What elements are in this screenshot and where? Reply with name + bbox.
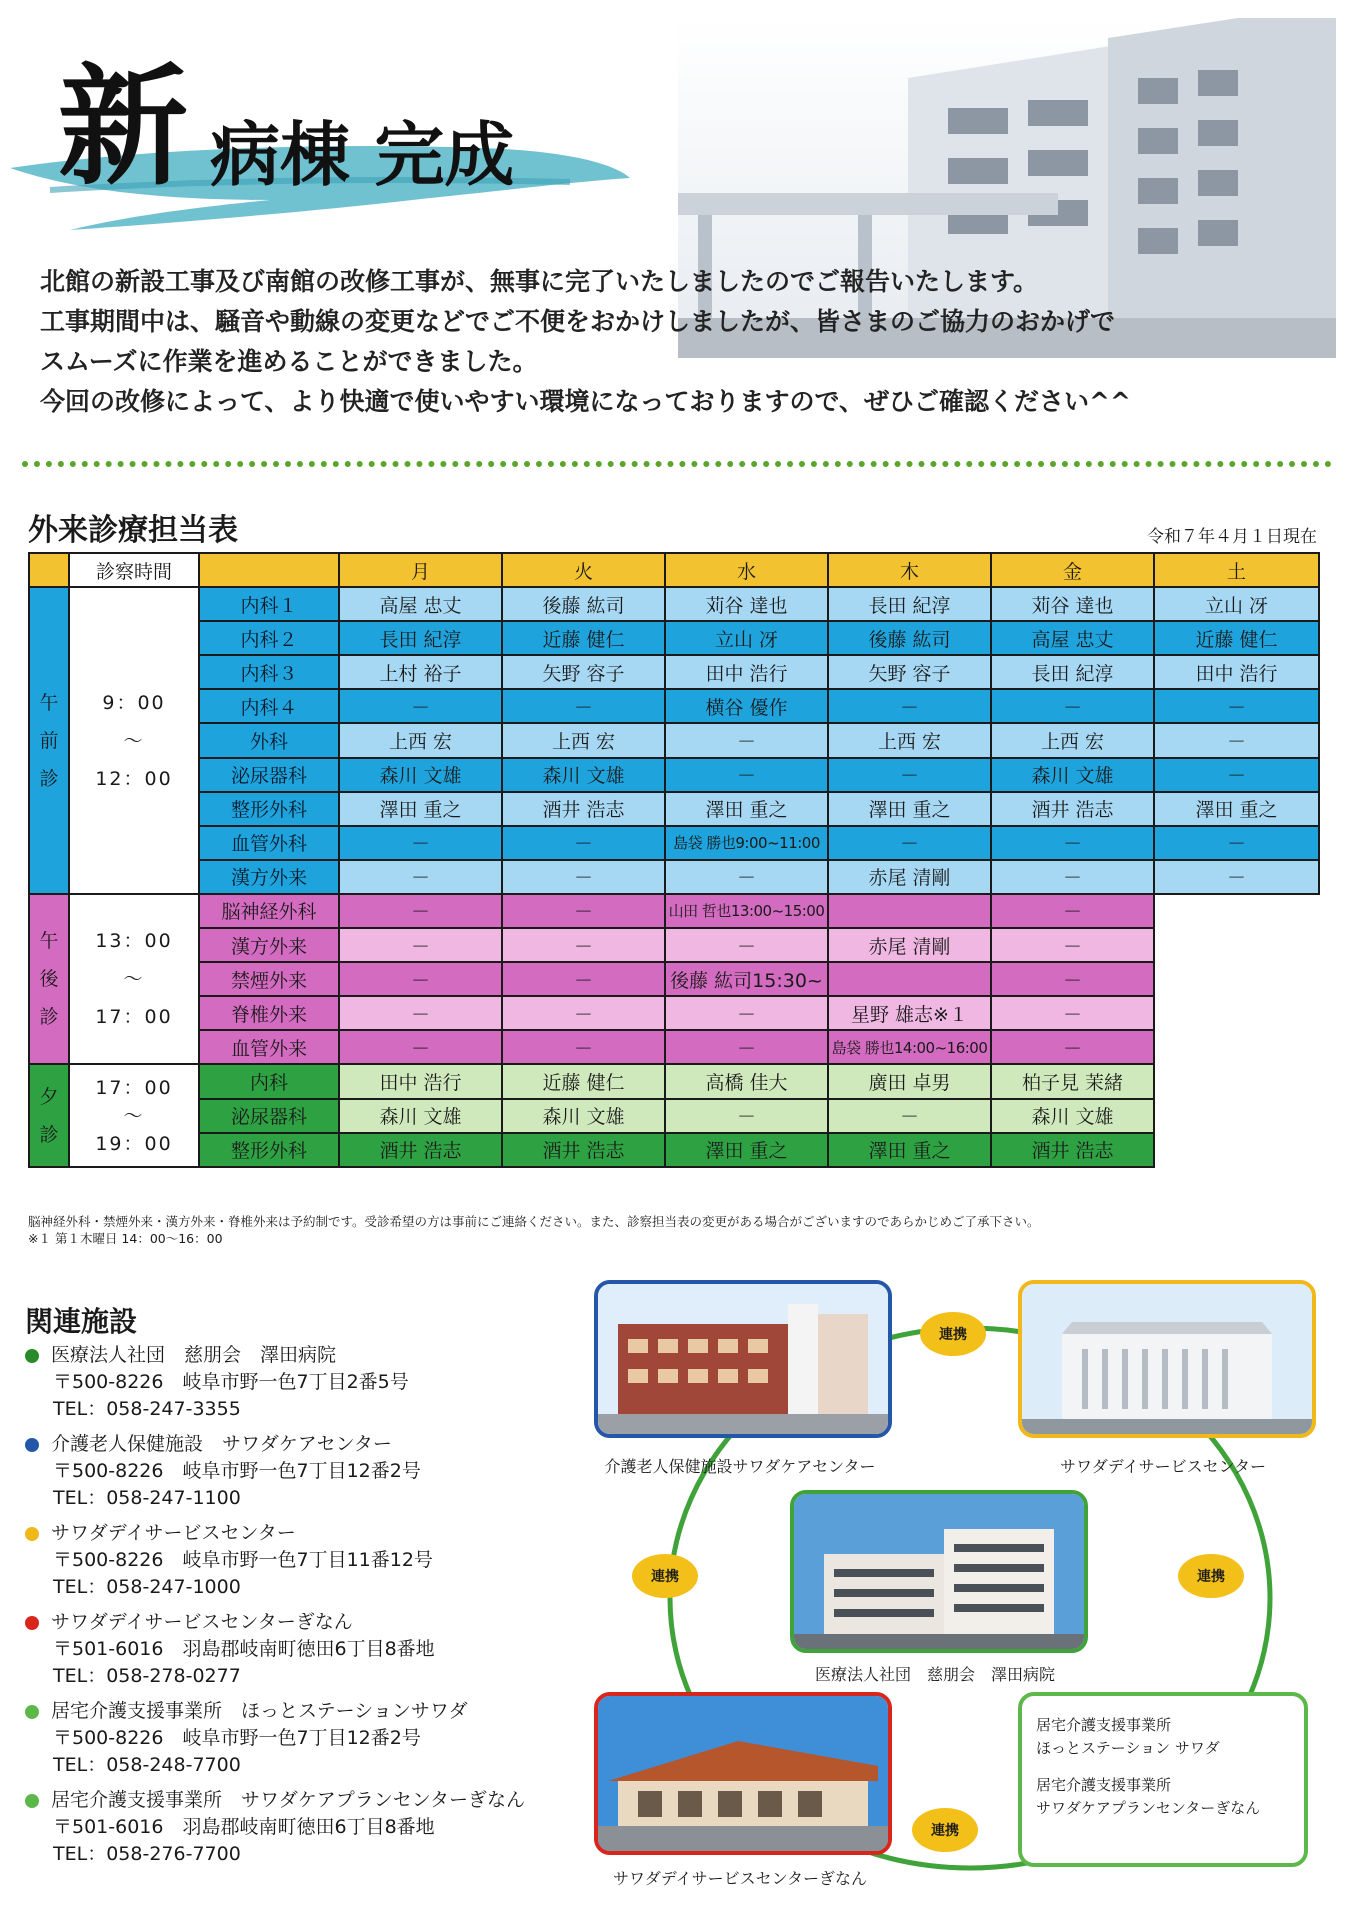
header-day: 金 (991, 553, 1154, 587)
facility-tel: TEL：058-276-7700 (53, 1843, 241, 1865)
schedule-title: 外来診療担当表 (28, 513, 238, 548)
doctor-cell: 酒井 浩志 (339, 1133, 502, 1167)
doctor-cell: 苅谷 達也 (665, 587, 828, 621)
facility-item (25, 1431, 585, 1512)
dept-cell: 血管外科 (199, 826, 339, 860)
dept-cell: 内科３ (199, 655, 339, 689)
block-label-ev: 夕 診 (29, 1064, 69, 1166)
caption-hospital: 医療法人社団 慈朋会 澤田病院 (814, 1665, 1055, 1684)
doctor-cell: 矢野 容子 (828, 655, 991, 689)
doctor-cell: － (339, 928, 502, 962)
doctor-cell: － (1154, 758, 1319, 792)
doctor-cell (828, 894, 991, 928)
doctor-cell: 高屋 忠丈 (339, 587, 502, 621)
doctor-cell: － (339, 826, 502, 860)
doctor-cell: 後藤 紘司 (502, 587, 665, 621)
care-support-box (1018, 1692, 1308, 1867)
table-row (29, 1030, 1319, 1064)
doctor-cell: 酒井 浩志 (502, 1133, 665, 1167)
doctor-cell: － (665, 928, 828, 962)
doctor-cell: 立山 冴 (1154, 587, 1319, 621)
header-time: 診察時間 (69, 553, 199, 587)
header-corner (29, 553, 69, 587)
doctor-cell: － (339, 894, 502, 928)
link-badge: 連携 (920, 1312, 986, 1356)
facility-item (25, 1787, 585, 1868)
dotted-divider (22, 461, 1332, 467)
doctor-cell: － (339, 996, 502, 1030)
doctor-cell: － (502, 826, 665, 860)
doctor-cell: 矢野 容子 (502, 655, 665, 689)
table-row (29, 621, 1319, 655)
bullet-dot-icon (25, 1349, 39, 1363)
doctor-cell: 島袋 勝也14:00~16:00 (828, 1030, 991, 1064)
empty-cell (1154, 894, 1319, 928)
link-badge: 連携 (1178, 1554, 1244, 1598)
doctor-cell: － (502, 962, 665, 996)
doctor-cell: － (665, 860, 828, 894)
doctor-cell: 島袋 勝也9:00~11:00 (665, 826, 828, 860)
facility-item (25, 1342, 585, 1423)
schedule-note: 脳神経外科・禁煙外来・漢方外来・脊椎外来は予約制です。受診希望の方は事前にご連絡ください。また、診察担当表の変更がある場合がございますのであらかじめご了承下さい。 (28, 1214, 1040, 1229)
doctor-cell: － (991, 1030, 1154, 1064)
doctor-cell: 澤田 重之 (828, 1133, 991, 1167)
table-row (29, 689, 1319, 723)
facility-name: サワダデイサービスセンター (51, 1522, 296, 1544)
intro-line: スムーズに作業を進めることができました。 (40, 347, 538, 376)
doctor-cell: － (991, 962, 1154, 996)
empty-cell (1154, 1099, 1319, 1133)
empty-cell (1154, 1030, 1319, 1064)
intro-line: 今回の改修によって、より快適で使いやすい環境になっておりますので、ぜひご確認ください^^ (40, 387, 1131, 416)
facility-address: 〒500-8226 岐阜市野一色7丁目2番5号 (53, 1371, 409, 1393)
doctor-cell: 田中 浩行 (1154, 655, 1319, 689)
caption-care-center: 介護老人保健施設サワダケアセンター (604, 1457, 876, 1476)
doctor-cell: － (991, 894, 1154, 928)
doctor-cell: 近藤 健仁 (502, 1064, 665, 1098)
facility-name: 居宅介護支援事業所 ほっとステーションサワダ (51, 1700, 468, 1722)
facility-address: 〒501-6016 羽島郡岐南町徳田6丁目8番地 (53, 1638, 435, 1660)
doctor-cell: － (828, 689, 991, 723)
bullet-dot-icon (25, 1527, 39, 1541)
bullet-dot-icon (25, 1794, 39, 1808)
bullet-dot-icon (25, 1438, 39, 1452)
caption-day-service: サワダデイサービスセンター (1059, 1457, 1267, 1476)
dept-cell: 泌尿器科 (199, 1099, 339, 1133)
dept-cell: 禁煙外来 (199, 962, 339, 996)
doctor-cell: － (339, 860, 502, 894)
empty-cell (1154, 1133, 1319, 1167)
block-label-am: 午 前 診 (29, 587, 69, 894)
schedule-header-row (29, 553, 1319, 587)
dept-cell: 漢方外来 (199, 928, 339, 962)
doctor-cell: 長田 紀淳 (991, 655, 1154, 689)
link-badge: 連携 (912, 1808, 978, 1852)
doctor-cell: 上西 宏 (339, 723, 502, 757)
dept-cell: 内科１ (199, 587, 339, 621)
header-day: 水 (665, 553, 828, 587)
doctor-cell: － (502, 928, 665, 962)
doctor-cell: 酒井 浩志 (991, 792, 1154, 826)
block-time-pm: 13：00 ～ 17：00 (69, 894, 199, 1064)
facility-name: 医療法人社団 慈朋会 澤田病院 (51, 1344, 337, 1366)
doctor-cell: － (991, 860, 1154, 894)
photo-care-center (594, 1280, 892, 1438)
facility-address: 〒500-8226 岐阜市野一色7丁目12番2号 (53, 1460, 421, 1482)
doctor-cell: 廣田 卓男 (828, 1064, 991, 1098)
doctor-cell: 赤尾 清剛 (828, 928, 991, 962)
doctor-cell: 高橋 佳大 (665, 1064, 828, 1098)
table-row (29, 792, 1319, 826)
doctor-cell: 上村 裕子 (339, 655, 502, 689)
box-line: 居宅介護支援事業所 (1036, 1716, 1172, 1734)
block-time-am: 9：00 ～ 12：00 (69, 587, 199, 894)
doctor-cell: 山田 哲也13:00~15:00 (665, 894, 828, 928)
page-title: 病棟 完成 (210, 114, 515, 196)
table-row (29, 996, 1319, 1030)
dept-cell: 漢方外来 (199, 860, 339, 894)
schedule-date: 令和７年４月１日現在 (1147, 527, 1317, 547)
facility-item (25, 1609, 585, 1690)
doctor-cell: 柏子見 茉緒 (991, 1064, 1154, 1098)
header-day: 月 (339, 553, 502, 587)
table-row (29, 758, 1319, 792)
caption-day-service-ginan: サワダデイサービスセンターぎなん (612, 1869, 868, 1888)
doctor-cell: 上西 宏 (502, 723, 665, 757)
doctor-cell: 田中 浩行 (665, 655, 828, 689)
doctor-cell: － (828, 758, 991, 792)
doctor-cell: 近藤 健仁 (502, 621, 665, 655)
doctor-cell: － (665, 1099, 828, 1133)
doctor-cell (828, 962, 991, 996)
facility-tel: TEL：058-248-7700 (53, 1754, 241, 1776)
table-row (29, 928, 1319, 962)
doctor-cell: 森川 文雄 (991, 758, 1154, 792)
doctor-cell: 森川 文雄 (339, 758, 502, 792)
doctor-cell: － (1154, 689, 1319, 723)
doctor-cell: 近藤 健仁 (1154, 621, 1319, 655)
dept-cell: 内科 (199, 1064, 339, 1098)
block-time-ev: 17：00 ～ 19：00 (69, 1064, 199, 1166)
header-day: 火 (502, 553, 665, 587)
doctor-cell: 高屋 忠丈 (991, 621, 1154, 655)
empty-cell (1154, 996, 1319, 1030)
photo-day-service-ginan (594, 1692, 892, 1855)
dept-cell: 整形外科 (199, 792, 339, 826)
doctor-cell: － (665, 758, 828, 792)
intro-line: 工事期間中は、騒音や動線の変更などでご不便をおかけしましたが、皆さまのご協力のおかげで (40, 307, 1116, 336)
doctor-cell: 森川 文雄 (339, 1099, 502, 1133)
doctor-cell: 澤田 重之 (665, 792, 828, 826)
facility-item (25, 1698, 585, 1779)
empty-cell (1154, 962, 1319, 996)
header-day: 土 (1154, 553, 1319, 587)
dept-cell: 血管外来 (199, 1030, 339, 1064)
dept-cell: 内科２ (199, 621, 339, 655)
table-row (29, 587, 1319, 621)
facility-tel: TEL：058-247-3355 (53, 1398, 241, 1420)
facility-address: 〒500-8226 岐阜市野一色7丁目11番12号 (53, 1549, 433, 1571)
doctor-cell: 澤田 重之 (828, 792, 991, 826)
block-label-pm: 午 後 診 (29, 894, 69, 1064)
doctor-cell: 長田 紀淳 (339, 621, 502, 655)
photo-day-service (1018, 1280, 1316, 1438)
facility-name: サワダデイサービスセンターぎなん (51, 1611, 353, 1633)
doctor-cell: － (502, 860, 665, 894)
doctor-cell: 森川 文雄 (991, 1099, 1154, 1133)
table-row (29, 1064, 1319, 1098)
schedule-table (28, 552, 1320, 1168)
facility-address: 〒501-6016 羽島郡岐南町徳田6丁目8番地 (53, 1816, 435, 1838)
table-row (29, 1099, 1319, 1133)
schedule-notes (28, 1213, 1328, 1247)
facilities-title: 関連施設 (25, 1305, 138, 1338)
doctor-cell: － (665, 996, 828, 1030)
doctor-cell: 上西 宏 (991, 723, 1154, 757)
link-badge: 連携 (632, 1554, 698, 1598)
doctor-cell: － (1154, 826, 1319, 860)
doctor-cell: － (502, 894, 665, 928)
bullet-dot-icon (25, 1705, 39, 1719)
box-line: 居宅介護支援事業所 (1036, 1776, 1172, 1794)
doctor-cell: 横谷 優作 (665, 689, 828, 723)
table-row (29, 826, 1319, 860)
doctor-cell: 田中 浩行 (339, 1064, 502, 1098)
header-dept (199, 553, 339, 587)
doctor-cell: 後藤 紘司 (828, 621, 991, 655)
doctor-cell: － (339, 962, 502, 996)
photo-hospital (790, 1490, 1088, 1653)
title-new-char: 新 (58, 50, 185, 203)
doctor-cell: － (502, 1030, 665, 1064)
dept-cell: 脳神経外科 (199, 894, 339, 928)
table-row (29, 723, 1319, 757)
doctor-cell: － (502, 689, 665, 723)
box-line: サワダケアプランセンターぎなん (1036, 1799, 1261, 1817)
table-row (29, 962, 1319, 996)
doctor-cell: － (828, 826, 991, 860)
doctor-cell: － (991, 996, 1154, 1030)
doctor-cell: 後藤 紘司15:30~ (665, 962, 828, 996)
doctor-cell: 森川 文雄 (502, 1099, 665, 1133)
empty-cell (1154, 928, 1319, 962)
facility-item (25, 1520, 585, 1601)
doctor-cell: － (1154, 723, 1319, 757)
doctor-cell: 澤田 重之 (665, 1133, 828, 1167)
doctor-cell: － (1154, 860, 1319, 894)
box-line: ほっとステーション サワダ (1036, 1739, 1220, 1757)
doctor-cell: － (991, 689, 1154, 723)
dept-cell: 整形外科 (199, 1133, 339, 1167)
table-row (29, 860, 1319, 894)
doctor-cell: 立山 冴 (665, 621, 828, 655)
facility-tel: TEL：058-247-1000 (53, 1576, 241, 1598)
dept-cell: 外科 (199, 723, 339, 757)
doctor-cell: 澤田 重之 (339, 792, 502, 826)
doctor-cell: 長田 紀淳 (828, 587, 991, 621)
facility-address: 〒500-8226 岐阜市野一色7丁目12番2号 (53, 1727, 421, 1749)
dept-cell: 泌尿器科 (199, 758, 339, 792)
bullet-dot-icon (25, 1616, 39, 1630)
doctor-cell: 酒井 浩志 (991, 1133, 1154, 1167)
schedule-note: ※１ 第１木曜日 14：00～16：00 (28, 1231, 223, 1246)
doctor-cell: 森川 文雄 (502, 758, 665, 792)
doctor-cell: 赤尾 清剛 (828, 860, 991, 894)
facility-tel: TEL：058-247-1100 (53, 1487, 241, 1509)
doctor-cell: 苅谷 達也 (991, 587, 1154, 621)
facility-tel: TEL：058-278-0277 (53, 1665, 241, 1687)
doctor-cell: － (828, 1099, 991, 1133)
doctor-cell: 酒井 浩志 (502, 792, 665, 826)
dept-cell: 脊椎外来 (199, 996, 339, 1030)
doctor-cell: 澤田 重之 (1154, 792, 1319, 826)
table-row (29, 655, 1319, 689)
empty-cell (1154, 1064, 1319, 1098)
doctor-cell: － (502, 996, 665, 1030)
doctor-cell: － (339, 1030, 502, 1064)
header-day: 木 (828, 553, 991, 587)
intro-text (40, 262, 1340, 422)
intro-line: 北館の新設工事及び南館の改修工事が、無事に完了いたしましたのでご報告いたします。 (40, 267, 1039, 296)
doctor-cell: 上西 宏 (828, 723, 991, 757)
dept-cell: 内科４ (199, 689, 339, 723)
doctor-cell: － (665, 1030, 828, 1064)
doctor-cell: 星野 雄志※１ (828, 996, 991, 1030)
table-row (29, 894, 1319, 928)
table-row (29, 1133, 1319, 1167)
doctor-cell: － (339, 689, 502, 723)
facility-network-diagram (580, 1268, 1340, 1918)
doctor-cell: － (991, 928, 1154, 962)
doctor-cell: － (665, 723, 828, 757)
facility-name: 介護老人保健施設 サワダケアセンター (51, 1433, 392, 1455)
doctor-cell: － (991, 826, 1154, 860)
facility-name: 居宅介護支援事業所 サワダケアプランセンターぎなん (51, 1789, 526, 1811)
